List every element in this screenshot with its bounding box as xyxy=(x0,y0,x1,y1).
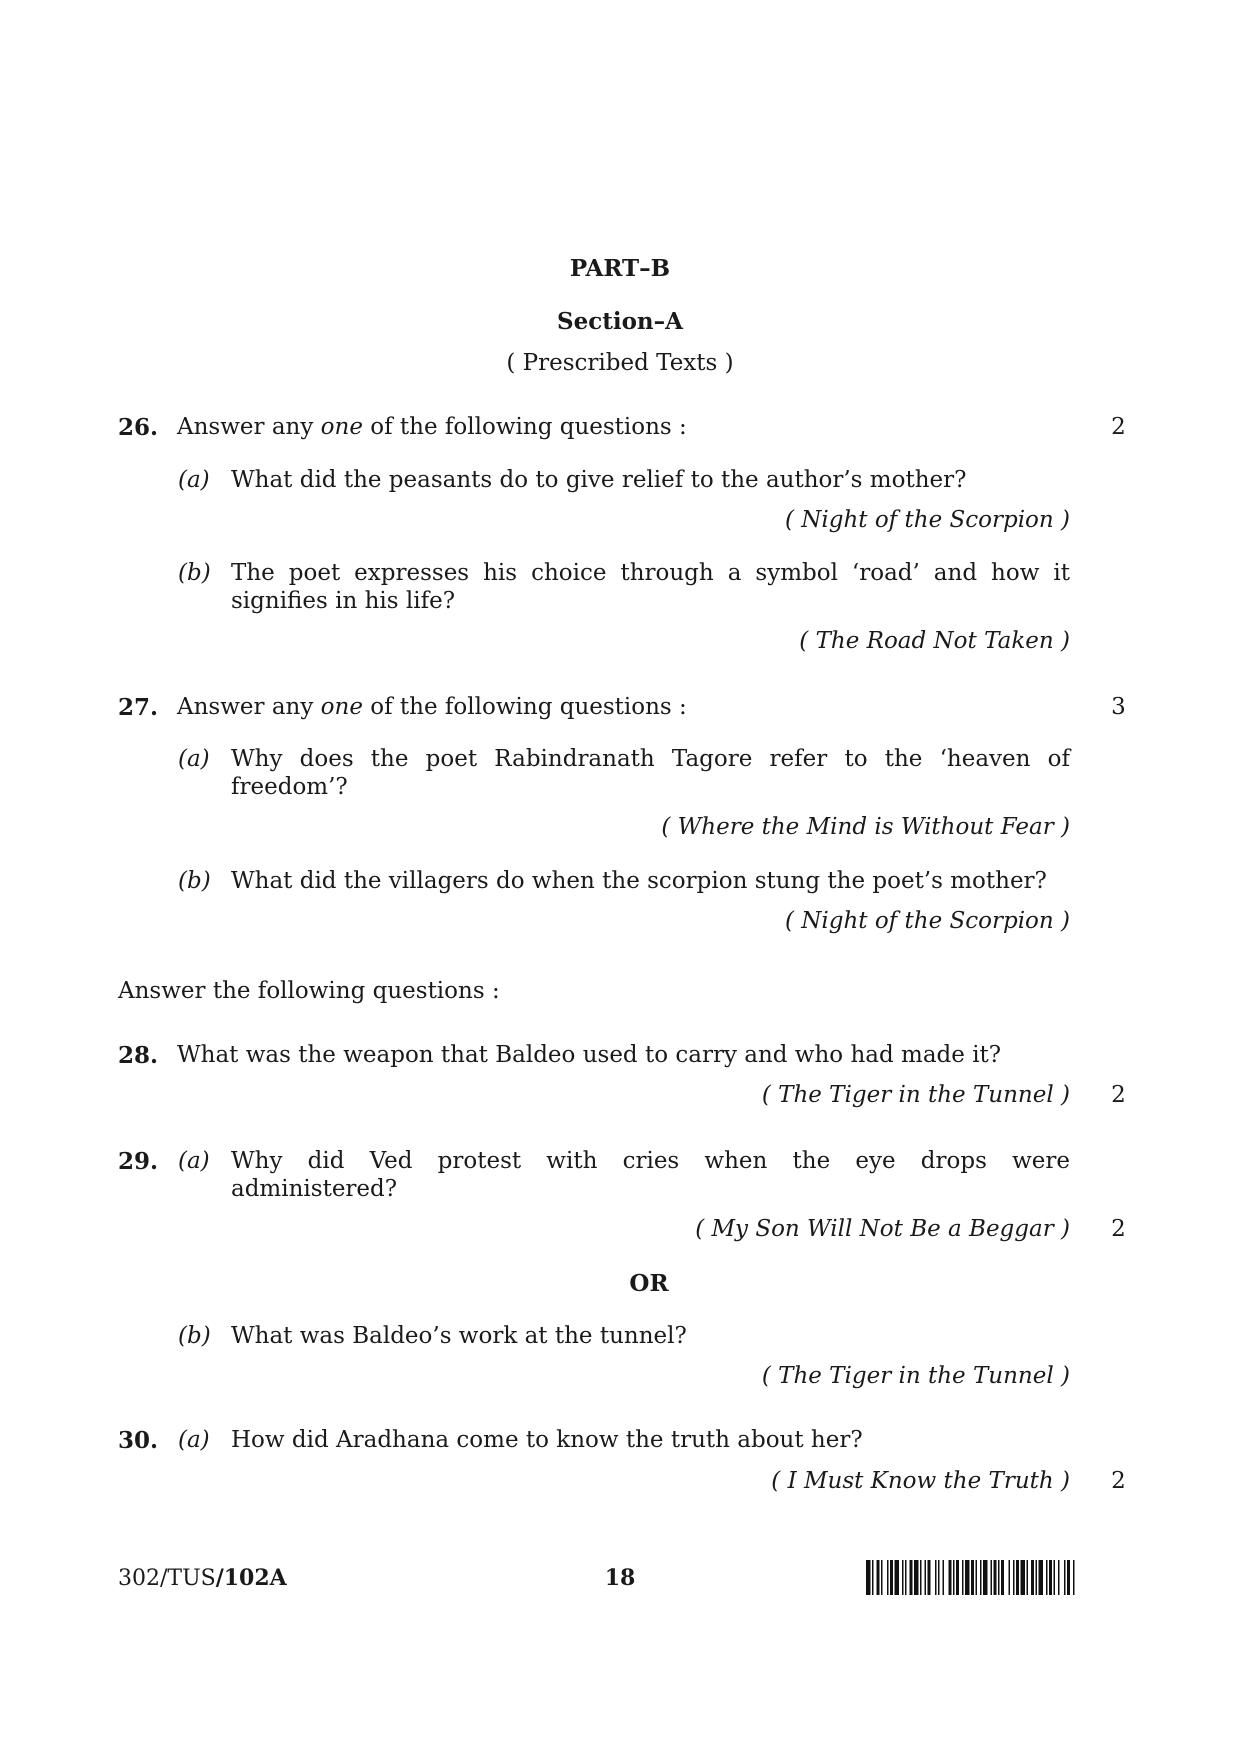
barcode xyxy=(866,1560,1131,1595)
source-text: ( Night of the Scorpion ) xyxy=(784,507,1070,533)
barcode-bar xyxy=(983,1560,988,1595)
barcode-bar xyxy=(943,1560,945,1595)
section-heading: Section–A xyxy=(556,308,684,335)
question-stem: Answer any one of the following questions : xyxy=(177,694,687,720)
source-text: ( Night of the Scorpion ) xyxy=(784,908,1070,934)
question-number: 29. xyxy=(118,1148,159,1175)
barcode-bar xyxy=(976,1560,978,1595)
option-label: (a) xyxy=(178,1427,210,1453)
question-number: 30. xyxy=(118,1427,159,1454)
question-text: What did the villagers do when the scorpion stung the poet’s mother? xyxy=(231,868,1047,894)
question-text: What did the peasants do to give relief to the author’s mother? xyxy=(231,467,967,493)
barcode-bar xyxy=(1046,1560,1048,1595)
section-subtitle: ( Prescribed Texts ) xyxy=(506,350,734,376)
barcode-bar xyxy=(1036,1560,1038,1595)
barcode-bar xyxy=(1009,1560,1011,1595)
barcode-bar xyxy=(980,1560,982,1595)
marks: 2 xyxy=(1111,1082,1126,1108)
barcode-bar xyxy=(998,1560,1000,1595)
barcode-bar xyxy=(1058,1560,1060,1595)
question-text-continued: signifies in his life? xyxy=(231,588,456,614)
source-text: ( The Tiger in the Tunnel ) xyxy=(761,1082,1070,1108)
page-number: 18 xyxy=(604,1565,636,1591)
option-label: (a) xyxy=(178,746,210,772)
paper-code: 302/TUS/102A xyxy=(118,1565,287,1591)
marks: 3 xyxy=(1111,694,1126,720)
barcode-bar xyxy=(914,1560,919,1595)
barcode-bar xyxy=(1016,1560,1019,1595)
question-number: 28. xyxy=(118,1042,159,1069)
barcode-bar xyxy=(1039,1560,1044,1595)
option-label: (b) xyxy=(178,868,211,894)
source-text: ( The Tiger in the Tunnel ) xyxy=(761,1363,1070,1389)
barcode-bar xyxy=(905,1560,907,1595)
marks: 2 xyxy=(1111,1216,1126,1242)
barcode-bar xyxy=(1064,1560,1066,1595)
source-text: ( My Son Will Not Be a Beggar ) xyxy=(695,1216,1070,1242)
barcode-bar xyxy=(1031,1560,1034,1595)
question-text-continued: administered? xyxy=(231,1176,398,1202)
barcode-bar xyxy=(1073,1560,1075,1595)
question-text: What was Baldeo’s work at the tunnel? xyxy=(231,1323,687,1349)
question-text: Why did Ved protest with cries when the eye drops were xyxy=(231,1148,1070,1174)
barcode-bar xyxy=(935,1560,937,1595)
marks: 2 xyxy=(1111,414,1126,440)
barcode-bar xyxy=(1054,1560,1056,1595)
barcode-bar xyxy=(1067,1560,1070,1595)
barcode-bar xyxy=(1013,1560,1015,1595)
barcode-bar xyxy=(877,1560,880,1595)
or-divider: OR xyxy=(629,1270,669,1297)
barcode-bar xyxy=(962,1560,964,1595)
barcode-bar xyxy=(1027,1560,1029,1595)
barcode-bar xyxy=(887,1560,889,1595)
barcode-bar xyxy=(953,1560,955,1595)
question-text-continued: freedom’? xyxy=(231,774,348,800)
question-text: How did Aradhana come to know the truth about her? xyxy=(231,1427,863,1453)
question-number: 27. xyxy=(118,694,159,721)
question-number: 26. xyxy=(118,414,159,441)
barcode-bar xyxy=(866,1560,871,1595)
option-label: (b) xyxy=(178,1323,211,1349)
question-text: Why does the poet Rabindranath Tagore refer to the ‘heaven of xyxy=(231,746,1070,772)
barcode-bar xyxy=(872,1560,874,1595)
option-label: (b) xyxy=(178,560,211,586)
barcode-bar xyxy=(928,1560,931,1595)
option-label: (a) xyxy=(178,467,210,493)
barcode-bar xyxy=(910,1560,913,1595)
question-text: The poet expresses his choice through a symbol ‘road’ and how it xyxy=(231,560,1070,586)
barcode-bar xyxy=(1049,1560,1052,1595)
source-text: ( I Must Know the Truth ) xyxy=(771,1468,1070,1494)
option-label: (a) xyxy=(178,1148,210,1174)
barcode-bar xyxy=(895,1560,900,1595)
barcode-bar xyxy=(925,1560,927,1595)
source-text: ( Where the Mind is Without Fear ) xyxy=(661,814,1070,840)
part-heading: PART–B xyxy=(569,255,671,282)
question-stem: Answer any one of the following questions : xyxy=(177,414,687,440)
barcode-bar xyxy=(971,1560,974,1595)
barcode-bar xyxy=(890,1560,893,1595)
barcode-bar xyxy=(920,1560,922,1595)
barcode-bar xyxy=(938,1560,940,1595)
barcode-bar xyxy=(881,1560,883,1595)
barcode-bar xyxy=(1001,1560,1004,1595)
barcode-bar xyxy=(1021,1560,1026,1595)
source-text: ( The Road Not Taken ) xyxy=(799,628,1070,654)
barcode-bar xyxy=(994,1560,997,1595)
barcode-bar xyxy=(991,1560,993,1595)
marks: 2 xyxy=(1111,1468,1126,1494)
barcode-bar xyxy=(902,1560,904,1595)
barcode-bar xyxy=(956,1560,959,1595)
question-text: What was the weapon that Baldeo used to carry and who had made it? xyxy=(177,1042,1002,1068)
barcode-bar xyxy=(965,1560,970,1595)
barcode-bar xyxy=(949,1560,952,1595)
instruction-text: Answer the following questions : xyxy=(118,978,500,1004)
